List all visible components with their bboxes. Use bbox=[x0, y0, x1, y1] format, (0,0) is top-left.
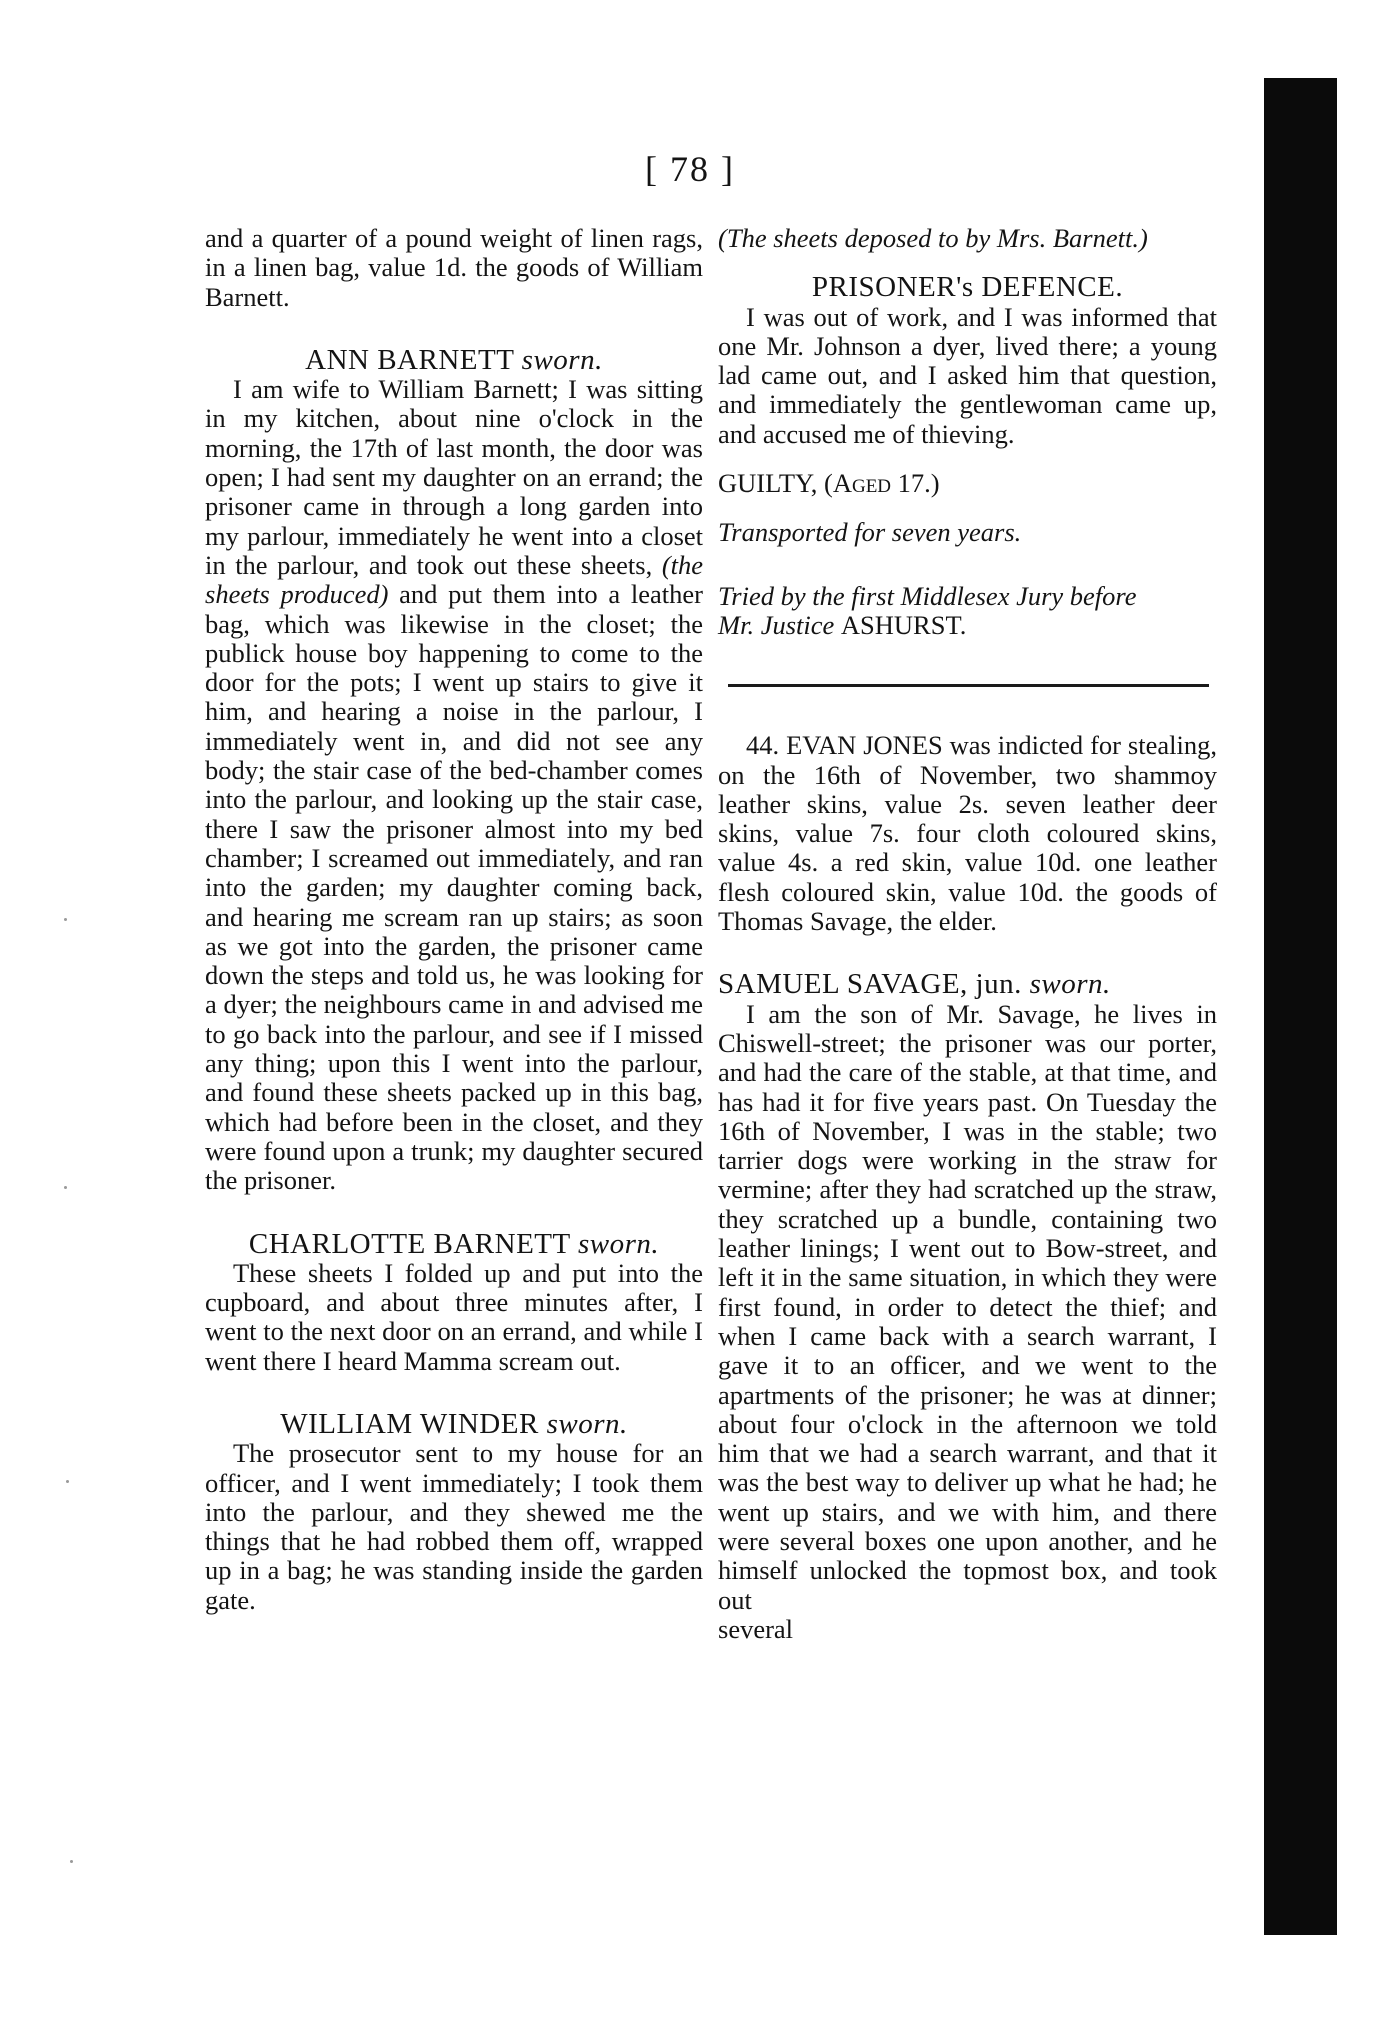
verdict: GUILTY, (Aged 17.) bbox=[718, 468, 940, 499]
testimony-samuel-savage: I am the son of Mr. Savage, he lives in Chiswell-street; the prisoner was our porter, and had the care of the stable, at that time, and has had it for five years past. On Tuesday the 16th of November, I was in the stable; two tarrier dogs were working in the straw for vermine; after they had scratched up the straw, they scratched up a bundle, containing two leather linings; I went out to Bow-street, and left it in the same situation, in which they were first found, in order to detect the thief; and when I came back with a search warrant, I gave it to an officer, and we went to the apartments of the prisoner; he was at dinner; about four o'clock in the afternoon we told him that we had a search warrant, and that it was the best way to deliver up what he had; he went up stairs, and we with him, and there were several boxes one upon another, and he himself unlocked the topmost box, and took out bbox=[718, 998, 1217, 1615]
defence-text: I was out of work, and I was informed that one Mr. Johnson a dyer, lived there; a young lad came out, and I asked him that question, and immediately the gentlewoman came up, and accused me of thieving. bbox=[718, 301, 1217, 449]
case-44-indictment: 44. EVAN JONES was indicted for stealing, on the 16th of November, two shammoy leather skins, value 2s. seven leather deer skins, value 7s. four cloth coloured skins, value 4s. a red skin, value 10d. one leather flesh coloured skin, value 10d. the goods of Thomas Savage, the elder. bbox=[718, 730, 1217, 937]
scan-edge-shadow bbox=[1264, 78, 1337, 1935]
sworn-label: sworn. bbox=[521, 343, 603, 376]
judge-title: Mr. Justice bbox=[718, 609, 835, 640]
tried-by-line-2 bbox=[718, 611, 1217, 640]
scan-speck bbox=[64, 918, 67, 921]
witness-heading-samuel-savage bbox=[718, 970, 1217, 999]
testimony-ann-barnett bbox=[205, 375, 703, 1195]
sworn-label: sworn. bbox=[546, 1407, 628, 1440]
sheets-produced-aside: (the sheets produced) bbox=[205, 549, 704, 610]
sworn-label: sworn. bbox=[577, 1227, 660, 1260]
scan-speck bbox=[70, 1860, 73, 1863]
testimony-charlotte-barnett: These sheets I folded up and put into the cupboard, and about three minutes after, I went to the next door on an errand, and while I went there I heard Mamma scream out. bbox=[205, 1257, 703, 1376]
witness-name: WILLIAM WINDER bbox=[280, 1407, 539, 1440]
witness-heading-ann-barnett bbox=[205, 343, 703, 376]
testimony-william-winder: The prosecutor sent to my house for an officer, and I went immediately; I took them into the parlour, and they shewed me the things that he had robbed them off, wrapped up in a bag; he was standing inside the garden gate. bbox=[205, 1438, 703, 1615]
witness-name: SAMUEL SAVAGE, jun. bbox=[718, 968, 1022, 1001]
right-column bbox=[718, 224, 1217, 1644]
sworn-label: sworn. bbox=[1029, 968, 1111, 1001]
witness-heading-charlotte-barnett bbox=[205, 1227, 703, 1260]
testimony-part: I am wife to William Barnett; I was sitting in my kitchen, about nine o'clock in the morning, the 17th of last month, the door was open; I had sent my daughter on an errand; the prisoner came in through a long garden into my parlour, immediately he went into a closet in the parlour, and took out these sheets, bbox=[205, 374, 703, 580]
witness-name: CHARLOTTE BARNETT bbox=[248, 1227, 571, 1260]
case-intro-continuation: and a quarter of a pound weight of linen rags, in a linen bag, value 1d. the goods of William Barnett. bbox=[205, 223, 703, 312]
defence-heading: PRISONER's DEFENCE. bbox=[811, 271, 1124, 304]
scan-speck bbox=[66, 1480, 69, 1483]
catchword: several bbox=[718, 1613, 794, 1644]
scan-speck bbox=[64, 1186, 67, 1189]
witness-name: ANN BARNETT bbox=[305, 343, 514, 376]
page-number: [ 78 ] bbox=[645, 149, 735, 189]
testimony-part: and put them into a leather bag, which was likewise in the closet; the publick house boy happening to come to the door for the pots; I went up stairs to give it him, and hearing a noise in the parlour, I immediately went in, and did not see any body; the stair case of the bed-chamber comes into the parlour, and looking up the stair case, there I saw the prisoner almost into my bed chamber; I screamed out immediately, and ran into the garden; my daughter coming back, and hearing me scream ran up stairs; as soon as we got into the garden, the prisoner came down the steps and told us, he was looking for a dyer; the neighbours came in and advised me to go back into the parlour, and see if I missed any thing; upon this I went into the parlour, and found these sheets packed up in this bag, which had before been in the closet, and they were found upon a trunk; my daughter secured the prisoner. bbox=[205, 579, 703, 1196]
sheets-deposed-note: (The sheets deposed to by Mrs. Barnett.) bbox=[718, 223, 1148, 253]
judge-name: ASHURST. bbox=[840, 609, 967, 640]
sentence: Transported for seven years. bbox=[718, 517, 1022, 548]
witness-heading-william-winder bbox=[205, 1407, 703, 1440]
left-column bbox=[205, 224, 703, 1615]
tried-by-line-1: Tried by the first Middlesex Jury before bbox=[718, 580, 1137, 611]
